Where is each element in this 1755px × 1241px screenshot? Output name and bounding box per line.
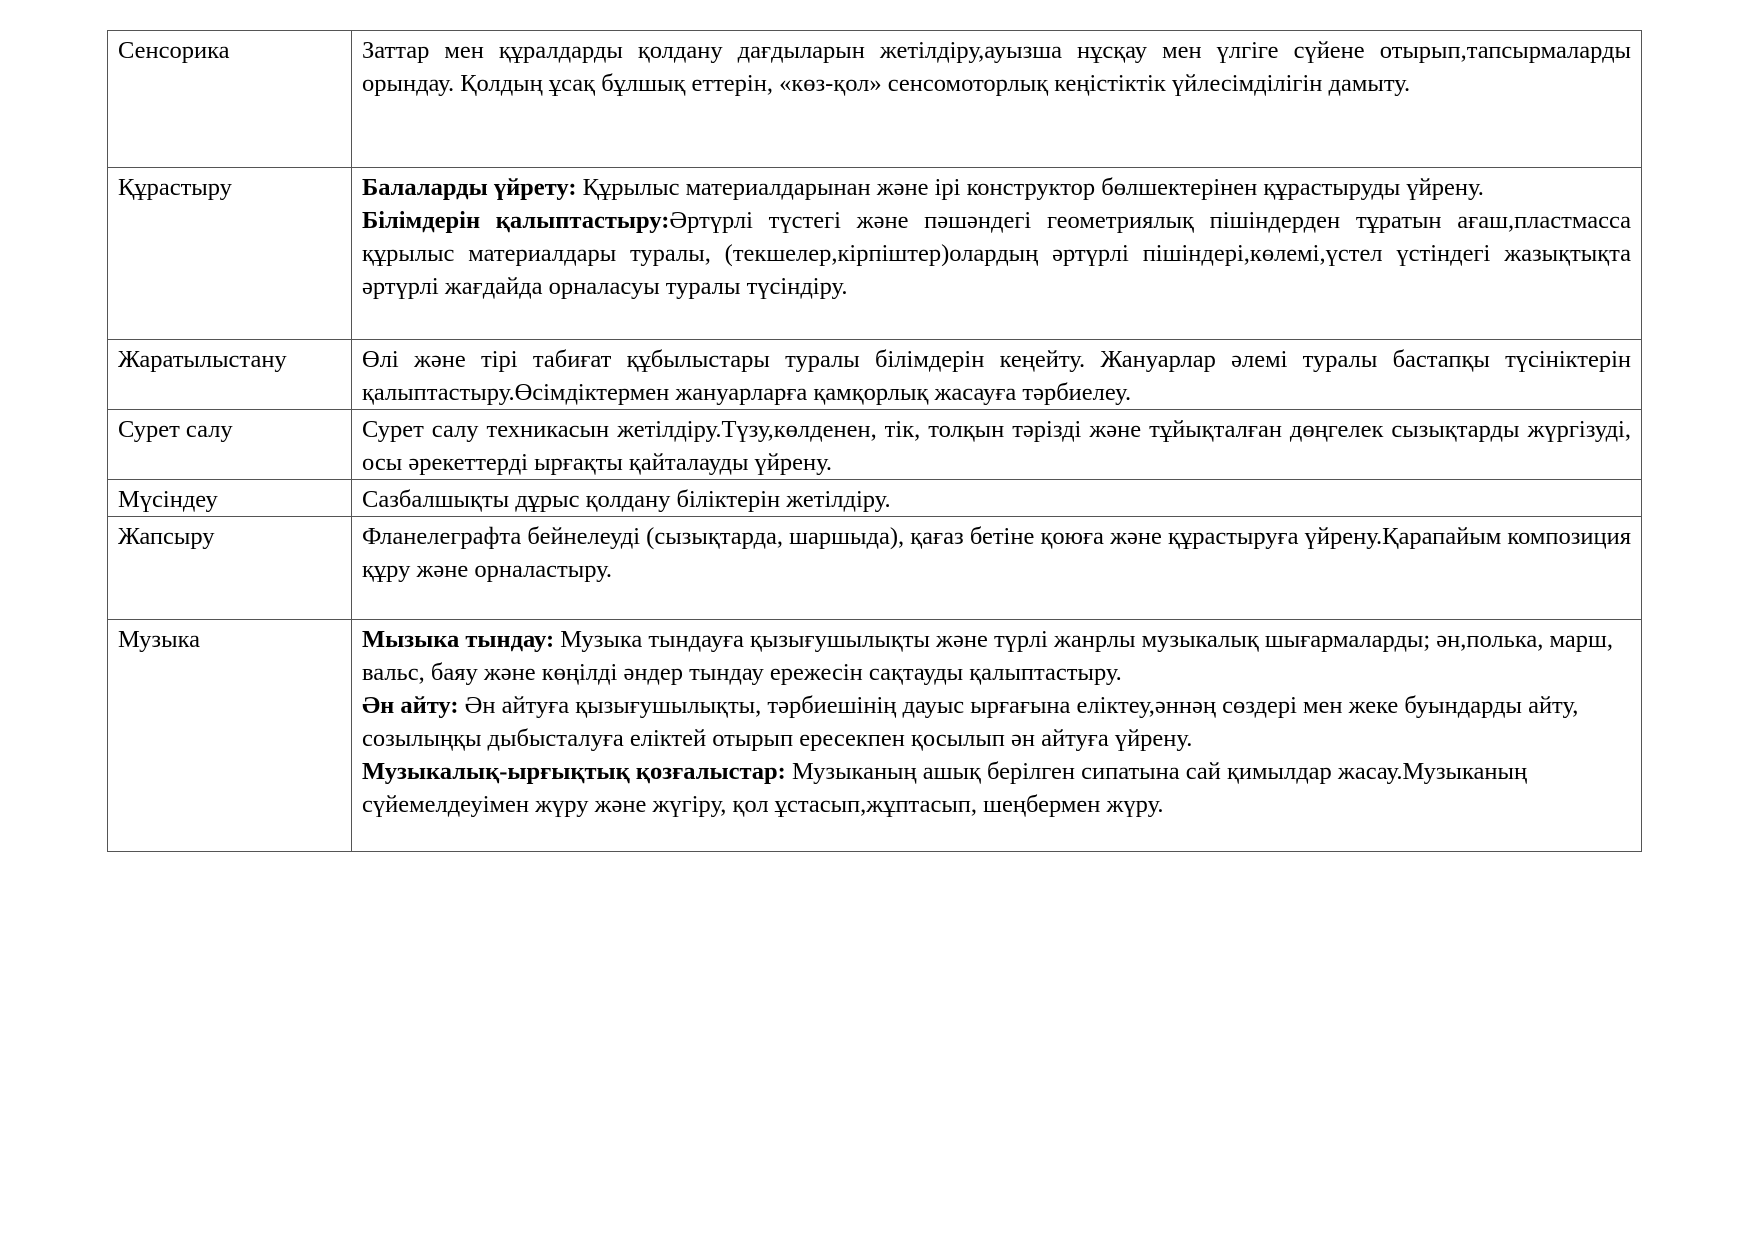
paragraph-lead: Музыкалық-ырғықтық қозғалыстар:	[362, 758, 786, 785]
content-cell	[352, 340, 1642, 410]
paragraph-lead: Білімдерін қалыптастыру:	[362, 207, 670, 234]
table-row-music	[108, 620, 1642, 852]
paragraph-text: Фланелеграфта бейнелеуді (сызықтарда, шаршыда), қағаз бетіне қоюға және құрастыруға үйрену.Қарапайым композиция құру және орналастыру.	[362, 523, 1631, 583]
paragraph-text: Құрылыс материалдарынан және ірі конструктор бөлшектерінен құрастыруды үйрену.	[576, 174, 1484, 201]
content-cell	[352, 517, 1642, 620]
paragraph	[362, 171, 1631, 204]
paragraph-text: Заттар мен құралдарды қолдану дағдыларын жетілдіру,ауызша нұсқау мен үлгіге сүйене отырып,тапсырмаларды орындау. Қолдың ұсақ бұлшық еттерін, «көз-қол» сенсомоторлық кеңістіктік үйлесімділігін дамыту.	[362, 37, 1631, 97]
paragraph	[362, 34, 1631, 100]
paragraph-text: Әртүрлі түстегі және пәшәндегі геометриялық пішіндерден тұратын ағаш,пластмасса құрылыс материалдары туралы, (текшелер,кірпіштер)олардың әртүрлі пішіндері,көлемі,үстел үстіндегі жазықтықта әртүрлі жағдайда орналасуы туралы түсіндіру.	[362, 207, 1631, 300]
content-cell	[352, 620, 1642, 852]
paragraph	[362, 343, 1631, 409]
paragraph-lead: Балаларды үйрету:	[362, 174, 577, 201]
subject-cell: Мүсіндеу	[108, 480, 352, 517]
paragraph-text: Сурет салу техникасын жетілдіру.Түзу,көлденен, тік, толқын тәрізді және тұйықталған дөңгелек сызықтарды жүргізуді, осы әрекеттерді ырғақты қайталауды үйрену.	[362, 416, 1631, 476]
table-row-applique	[108, 517, 1642, 620]
subject-cell: Жапсыру	[108, 517, 352, 620]
paragraph-text: Музыка тындауға қызығушылықты және түрлі жанрлы музыкалық шығармаларды; ән,полька, марш, вальс, баяу және көңілді әндер тындау ережесін сақтауды қалыптастыру.	[362, 626, 1613, 686]
paragraph-text: Музыканың ашық берілген сипатына сай қимылдар жасау.Музыканың сүйемелдеуімен жүру және жүгіру, қол ұстасып,жұптасып, шеңбермен жүру.	[362, 758, 1528, 818]
paragraph-text: Сазбалшықты дұрыс қолдану біліктерін жетілдіру.	[362, 486, 891, 513]
table-row-sensorics	[108, 31, 1642, 168]
subject-cell: Құрастыру	[108, 168, 352, 340]
content-cell	[352, 168, 1642, 340]
table-row-drawing	[108, 410, 1642, 480]
content-cell	[352, 31, 1642, 168]
paragraph	[362, 413, 1631, 479]
paragraph-lead: Ән айту:	[362, 692, 459, 719]
subject-cell: Жаратылыстану	[108, 340, 352, 410]
subject-cell: Сенсорика	[108, 31, 352, 168]
paragraph	[362, 204, 1631, 303]
paragraph-text: Өлі және тірі табиғат құбылыстары туралы білімдерін кеңейту. Жануарлар әлемі туралы бастапқы түсініктерін қалыптастыру.Өсімдіктермен жануарларға қамқорлық жасауға тәрбиелеу.	[362, 346, 1631, 406]
paragraph	[362, 623, 1631, 689]
content-cell	[352, 410, 1642, 480]
table-row-construction	[108, 168, 1642, 340]
subject-cell: Музыка	[108, 620, 352, 852]
paragraph	[362, 483, 1631, 516]
paragraph	[362, 755, 1631, 821]
paragraph	[362, 520, 1631, 586]
paragraph-lead: Мызыка тындау:	[362, 626, 555, 653]
paragraph-text: Ән айтуға қызығушылықты, тәрбиешінің дауыс ырғағына еліктеу,әннәң сөздері мен жеке буындарды айту, созылыңқы дыбысталуға еліктей отырып ересекпен қосылып ән айтуға үйрену.	[362, 692, 1579, 752]
curriculum-table	[107, 30, 1642, 852]
table-row-modelling	[108, 480, 1642, 517]
content-cell	[352, 480, 1642, 517]
table-row-natural-science	[108, 340, 1642, 410]
subject-cell: Сурет салу	[108, 410, 352, 480]
paragraph	[362, 689, 1631, 755]
